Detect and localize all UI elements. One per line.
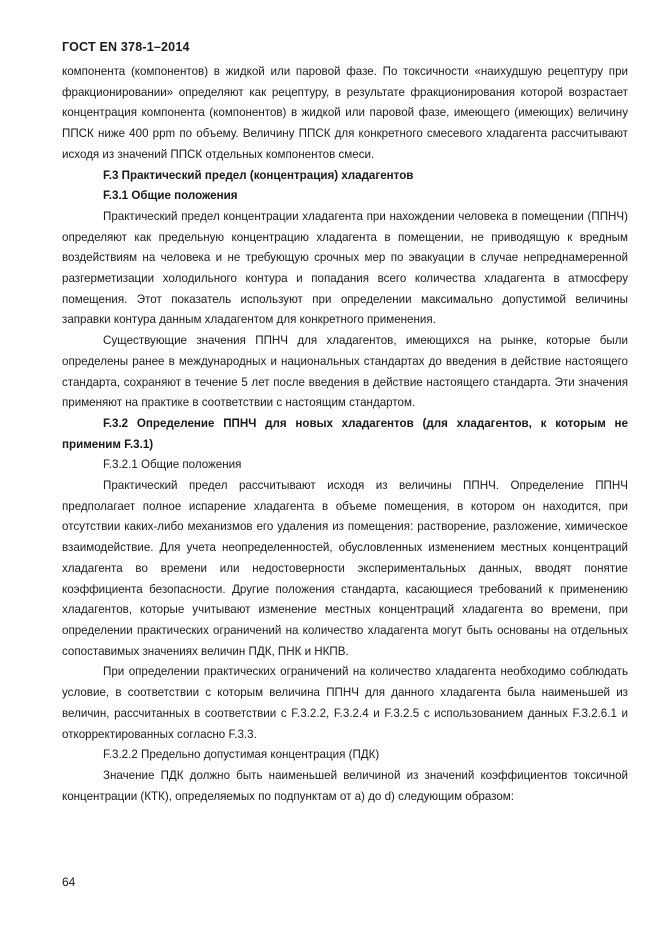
section-heading-f32: F.3.2 Определение ППНЧ для новых хладагентов (для хладагентов, к которым не применим F.3.1) [62, 416, 628, 451]
section-heading-f31: F.3.1 Общие положения [103, 189, 238, 203]
paragraph-existing-values: Существующие значения ППНЧ для хладагентов, имеющихся на рынке, которые были определены ранее в международных и национальных стандартах до введения в действие настоящего стандарта, сохраняют в течение 5 лет после введения в действие настоящего стандарта. Эти значения применяют на практике в соответствии с настоящим стандартом. [62, 334, 628, 410]
section-heading-f3: F.3 Практический предел (концентрация) хладагентов [103, 168, 414, 182]
document-body [62, 62, 628, 807]
paragraph-continuation: компонента (компонентов) в жидкой или паровой фазе. По токсичности «наихудшую рецептуру при фракционировании» определяют как рецептуру, в результате фракционирования которой возрастает концентрация компонента (компонентов) в жидкой или паровой фазе, имеющего (имеющих) величину ППСК ниже 400 ppm по объему. Величину ППСК для конкретного смесевого хладагента рассчитывают исходя из значений ППСК отдельных компонентов смеси. [62, 65, 628, 161]
page-number: 64 [62, 875, 76, 889]
paragraph-pdk-value: Значение ПДК должно быть наименьшей величиной из значений коэффициентов токсичной концентрации (КТК), определяемых по подпунктам от а) до d) следующим образом: [62, 768, 628, 803]
paragraph-limit-condition: При определении практических ограничений на количество хладагента необходимо соблюдать условие, в соответствии с которым величина ППНЧ для данного хладагента была наименьшей из величин, рассчитанных в соответствии с F.3.2.2, F.3.2.4 и F.3.2.5 с использованием данных F.3.2.6.1 и откорректированных согласно F.3.3. [62, 665, 628, 741]
standard-designation: ГОСТ EN 378-1–2014 [62, 40, 190, 54]
paragraph-ppnch-definition: Практический предел концентрации хладагента при нахождении человека в помещении (ППНЧ) определяют как предельную концентрацию хладагента в помещении, не приводящую к вредным воздействиям на человека и не требующую срочных мер по эвакуации в случае непреднамеренной разгерметизации холодильного контура и попадания всего количества хладагента в атмосферу помещения. Этот показатель используют при определении максимально допустимой величины заправки контура данным хладагентом для конкретного применения. [62, 209, 628, 327]
paragraph-practical-limit: Практический предел рассчитывают исходя из величины ППНЧ. Определение ППНЧ предполагает полное испарение хладагента в объеме помещения, в котором он находится, при отсутствии каких-либо механизмов его удаления из помещения: растворение, разложение, химическое взаимодействие. Для учета неопределенностей, обусловленных изменением местных концентраций хладагента во времени или недостоверности экспериментальных данных, вводят понятие коэффициента безопасности. Другие положения стандарта, касающиеся требований к применению хладагентов, которые учитывают изменение местных концентраций хладагента во времени, при определении практических ограничений на количество хладагента могут быть основаны на отдельных сопоставимых значениях величин ПДК, ПНК и НКПВ. [62, 479, 628, 658]
section-heading-f321: F.3.2.1 Общие положения [103, 458, 242, 472]
section-heading-f322: F.3.2.2 Предельно допустимая концентрация (ПДК) [103, 748, 380, 762]
